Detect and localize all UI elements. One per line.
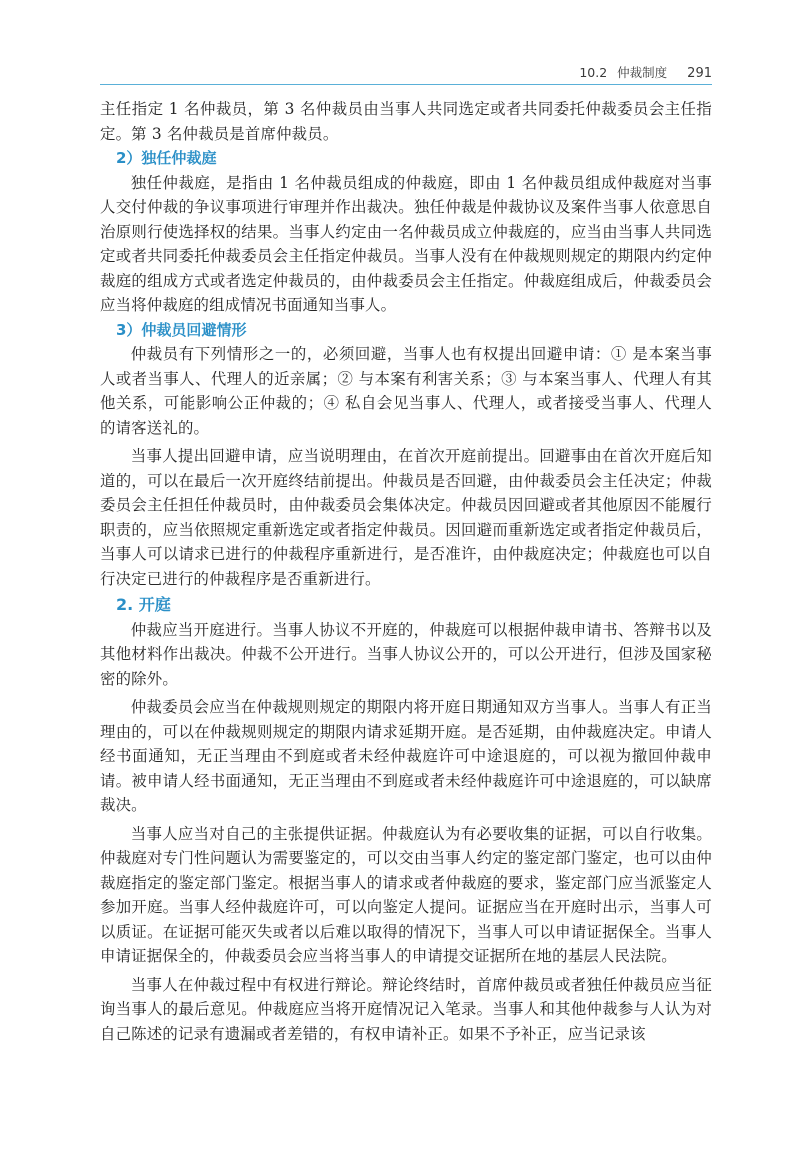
paragraph-hearing-notice: 仲裁委员会应当在仲裁规则规定的期限内将开庭日期通知双方当事人。当事人有正当理由的，可以在仲裁规则规定的期限内请求延期开庭。是否延期，由仲裁庭决定。申请人经书面通知，无正当理由不到庭或者未经仲裁庭许可中途退庭的，可以视为撤回仲裁申请。被申请人经书面通知，无正当理由不到庭或者未经仲裁庭许可中途退庭的，可以缺席裁决。 xyxy=(100,698,712,814)
section-number: 10.2 xyxy=(579,65,608,80)
heading-arbitrator-recusal: 3）仲裁员回避情形 xyxy=(116,320,247,339)
running-header xyxy=(100,62,712,85)
paragraph-hearing-evidence: 当事人应当对自己的主张提供证据。仲裁庭认为有必要收集的证据，可以自行收集。仲裁庭对专门性问题认为需要鉴定的，可以交由当事人约定的鉴定部门鉴定，也可以由仲裁庭指定的鉴定部门鉴定。根据当事人的请求或者仲裁庭的要求，鉴定部门应当派鉴定人参加开庭。当事人经仲裁庭许可，可以向鉴定人提问。证据应当在开庭时出示，当事人可以质证。在证据可能灭失或者以后难以取得的情况下，当事人可以申请证据保全。当事人申请证据保全的，仲裁委员会应当将当事人的申请提交证据所在地的基层人民法院。 xyxy=(100,824,712,965)
paragraph-sole-tribunal: 独任仲裁庭，是指由 1 名仲裁员组成的仲裁庭，即由 1 名仲裁员组成仲裁庭对当事人交付仲裁的争议事项进行审理并作出裁决。独任仲裁是仲裁协议及案件当事人依意思自治原则行使选择权的结果。当事人约定由一名仲裁员成立仲裁庭的，应当由当事人共同选定或者共同委托仲裁委员会主任指定仲裁员。当事人没有在仲裁规则规定的期限内约定仲裁庭的组成方式或者选定仲裁员的，由仲裁委员会主任指定。仲裁庭组成后，仲裁委员会应当将仲裁庭的组成情况书面通知当事人。 xyxy=(100,173,712,314)
running-header-right xyxy=(579,63,712,81)
page-number: 291 xyxy=(687,66,712,81)
section-title: 仲裁制度 xyxy=(617,65,668,80)
heading-sole-arbitrator-tribunal: 2）独任仲裁庭 xyxy=(116,149,217,167)
paragraph-recusal-conditions: 仲裁员有下列情形之一的，必须回避，当事人也有权提出回避申请：① 是本案当事人或者当事人、代理人的近亲属；② 与本案有利害关系；③ 与本案当事人、代理人有其他关系，可能影响公正仲裁的；④ 私自会见当事人、代理人，或者接受当事人、代理人的请客送礼的。 xyxy=(100,345,712,437)
paragraph-hearing-public: 仲裁应当开庭进行。当事人协议不开庭的，仲裁庭可以根据仲裁申请书、答辩书以及其他材料作出裁决。仲裁不公开进行。当事人协议公开的，可以公开进行，但涉及国家秘密的除外。 xyxy=(100,620,712,688)
paragraph-hearing-debate: 当事人在仲裁过程中有权进行辩论。辩论终结时，首席仲裁员或者独任仲裁员应当征询当事人的最后意见。仲裁庭应当将开庭情况记入笔录。当事人和其他仲裁参与人认为对自己陈述的记录有遗漏或者差错的，有权申请补正。如果不予补正，应当记录该 xyxy=(100,975,712,1043)
paragraph-recusal-procedure: 当事人提出回避申请，应当说明理由，在首次开庭前提出。回避事由在首次开庭后知道的，可以在最后一次开庭终结前提出。仲裁员是否回避，由仲裁委员会主任决定；仲裁委员会主任担任仲裁员时，由仲裁委员会集体决定。仲裁员因回避或者其他原因不能履行职责的，应当依照规定重新选定或者指定仲裁员。因回避而重新选定或者指定仲裁员后，当事人可以请求已进行的仲裁程序重新进行，是否准许，由仲裁庭决定；仲裁庭也可以自行决定已进行的仲裁程序是否重新进行。 xyxy=(100,447,712,588)
heading-hearing: 2. 开庭 xyxy=(116,595,171,614)
paragraph-intro: 主任指定 1 名仲裁员，第 3 名仲裁员由当事人共同选定或者共同委托仲裁委员会主任指定。第 3 名仲裁员是首席仲裁员。 xyxy=(100,100,712,143)
page-body xyxy=(100,97,712,1046)
